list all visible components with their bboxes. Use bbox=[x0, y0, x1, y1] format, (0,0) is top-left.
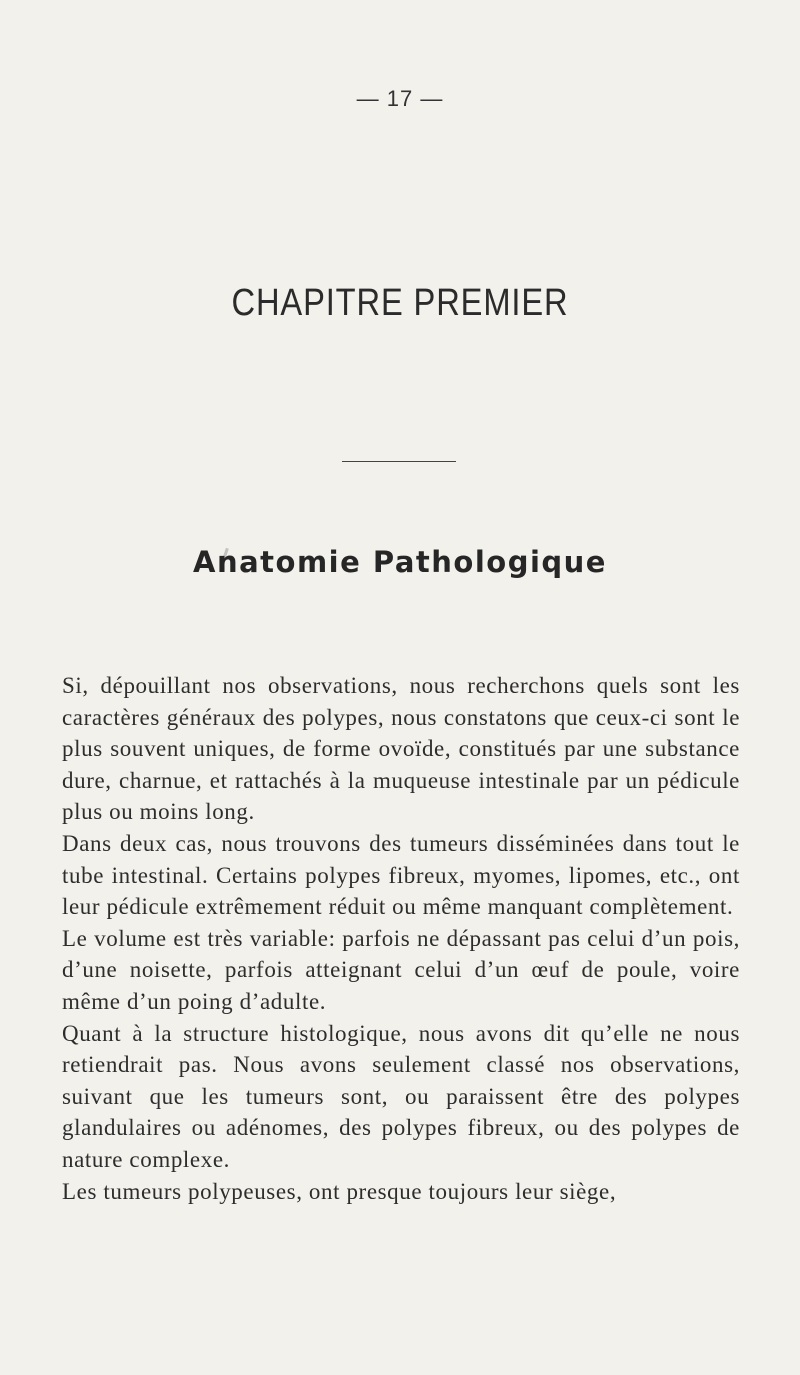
divider-rule bbox=[342, 461, 456, 462]
page-number: — 17 — bbox=[356, 86, 444, 111]
body-text bbox=[62, 670, 740, 1207]
paragraph-1: Si, dépouillant nos observations, nous recherchons quels sont les caractères généraux des polypes, nous constatons que ceux-ci sont le plus souvent uniques, de forme ovoïde, constitués par une substance dure, charnue, et rattachés à la muqueuse intestinale par un pédicule plus ou moins long. bbox=[62, 673, 740, 825]
chapter-title: CHAPITRE PREMIER bbox=[231, 282, 569, 324]
section-title: Anatomie Pathologique bbox=[193, 545, 607, 579]
paragraph-5: Les tumeurs polypeuses, ont presque toujours leur siège, bbox=[62, 1178, 617, 1204]
paragraph-2: Dans deux cas, nous trouvons des tumeurs disséminées dans tout le tube intestinal. Certains polypes fibreux, myomes, lipomes, etc., ont leur pédicule extrêmement réduit ou même manquant complètement. bbox=[62, 830, 740, 920]
paragraph-3: Le volume est très variable: parfois ne dépassant pas celui d’un pois, d’une noisette, parfois atteignant celui d’un œuf de poule, voire même d’un poing d’adulte. bbox=[62, 925, 740, 1014]
paragraph-4: Quant à la structure histologique, nous avons dit qu’elle ne nous retiendrait pas. Nous avons seulement classé nos observations, suivant que les tumeurs sont, ou paraissent être des polypes glandulaires ou adénomes, des polypes fibreux, ou des polypes de nature complexe. bbox=[62, 1020, 740, 1172]
